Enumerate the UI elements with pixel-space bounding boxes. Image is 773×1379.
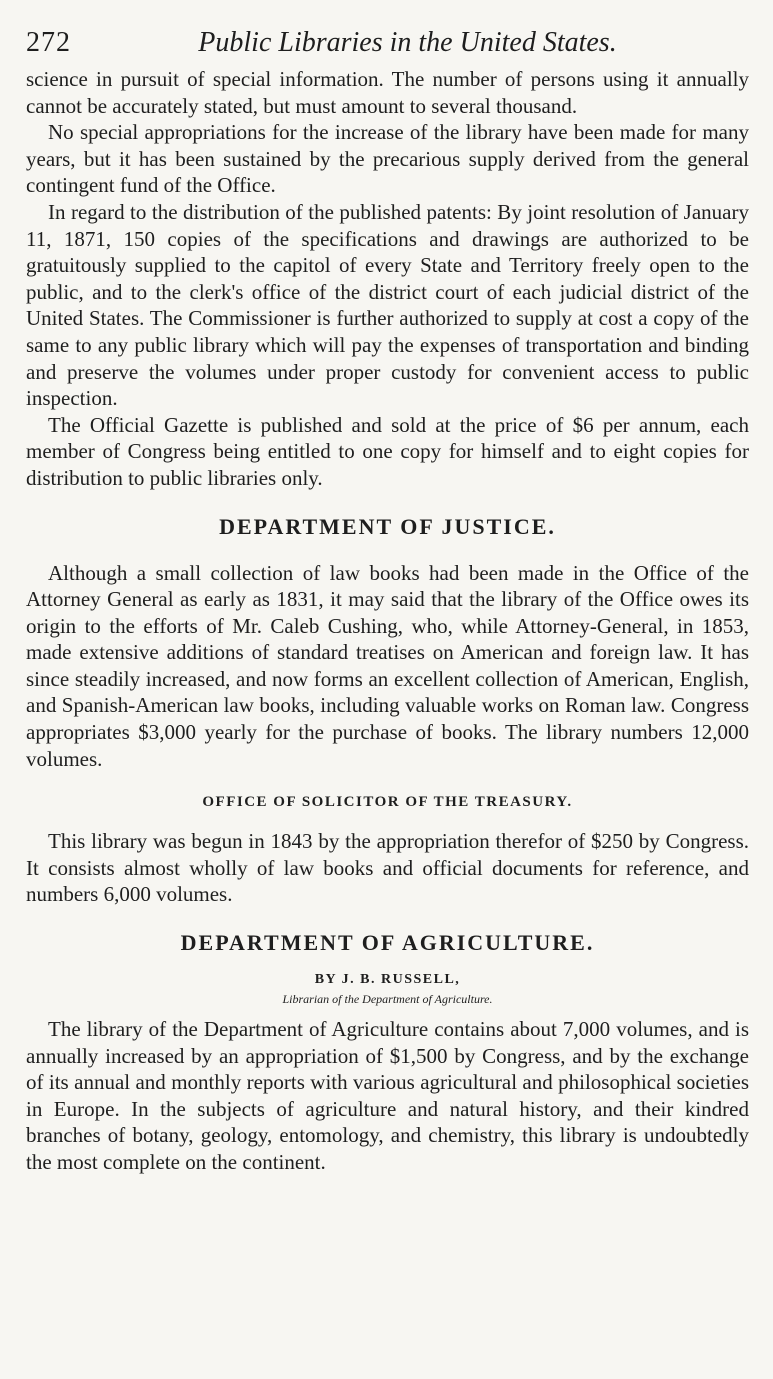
- paragraph-appropriations: No special appropriations for the increase of the library have been made for many years, but it has been sustained by the precarious supply derived from the general contingent fund of the Office.: [26, 120, 749, 198]
- paragraph-justice: Although a small collection of law books had been made in the Office of the Attorney General as early as 1831, it may said that the library of the Office owes its origin to the efforts of Mr. Caleb Cushing, who, while Attorney-General, in 1853, made extensive additions of standard treatises on American and foreign law. It has since steadily increased, and now forms an excellent collection of American, English, and Spanish-American law books, including valuable works on Roman law. Congress appropriates $3,000 yearly for the purchase of books. The library numbers 12,000 volumes.: [26, 560, 749, 771]
- paragraph-agriculture: The library of the Department of Agriculture contains about 7,000 volumes, and is annually increased by an appropriation of $1,500 by Congress, and by the exchange of its annual and monthly reports with various agricultural and philosophical societies in Europe. In the subjects of agriculture and natural history, and their kindred branches of botany, geology, entomology, and chemistry, this library is undoubtedly the most complete on the continent.: [26, 1017, 749, 1174]
- paragraph-solicitor: This library was begun in 1843 by the appropriation therefor of $250 by Congress. It consists almost wholly of law books and official documents for reference, and numbers 6,000 volumes.: [26, 829, 749, 907]
- paragraph-official-gazette: The Official Gazette is published and sold at the price of $6 per annum, each member of Congress being entitled to one copy for himself and to eight copies for distribution to public libraries only.: [26, 412, 749, 490]
- heading-department-of-agriculture: DEPARTMENT OF AGRICULTURE.: [180, 930, 595, 956]
- heading-department-of-justice: DEPARTMENT OF JUSTICE.: [219, 513, 556, 539]
- page-number: 272: [26, 27, 71, 58]
- author-byline: BY J. B. RUSSELL,: [314, 972, 461, 988]
- heading-solicitor-of-treasury: OFFICE OF SOLICITOR OF THE TREASURY.: [202, 794, 573, 811]
- running-title: Public Libraries in the United States.: [198, 27, 617, 58]
- book-page: [26, 20, 749, 1176]
- running-head: [26, 20, 749, 66]
- paragraph-patent-distribution: In regard to the distribution of the published patents: By joint resolution of January 11, 1871, 150 copies of the specifications and drawings are authorized to be gratuitously supplied to the capitol of every State and Territory freely open to the public, and to the clerk's office of the district court of each judicial district of the United States. The Commissioner is further authorized to supply at cost a copy of the same to any public library which will pay the expenses of transportation and binding and preserve the volumes under proper custody for convenient access to public inspection.: [26, 199, 749, 411]
- author-affiliation: Librarian of the Department of Agriculture.: [282, 992, 493, 1007]
- paragraph-continued: science in pursuit of special information. The number of persons using it annually cannot be accurately stated, but must amount to several thousand.: [26, 67, 749, 118]
